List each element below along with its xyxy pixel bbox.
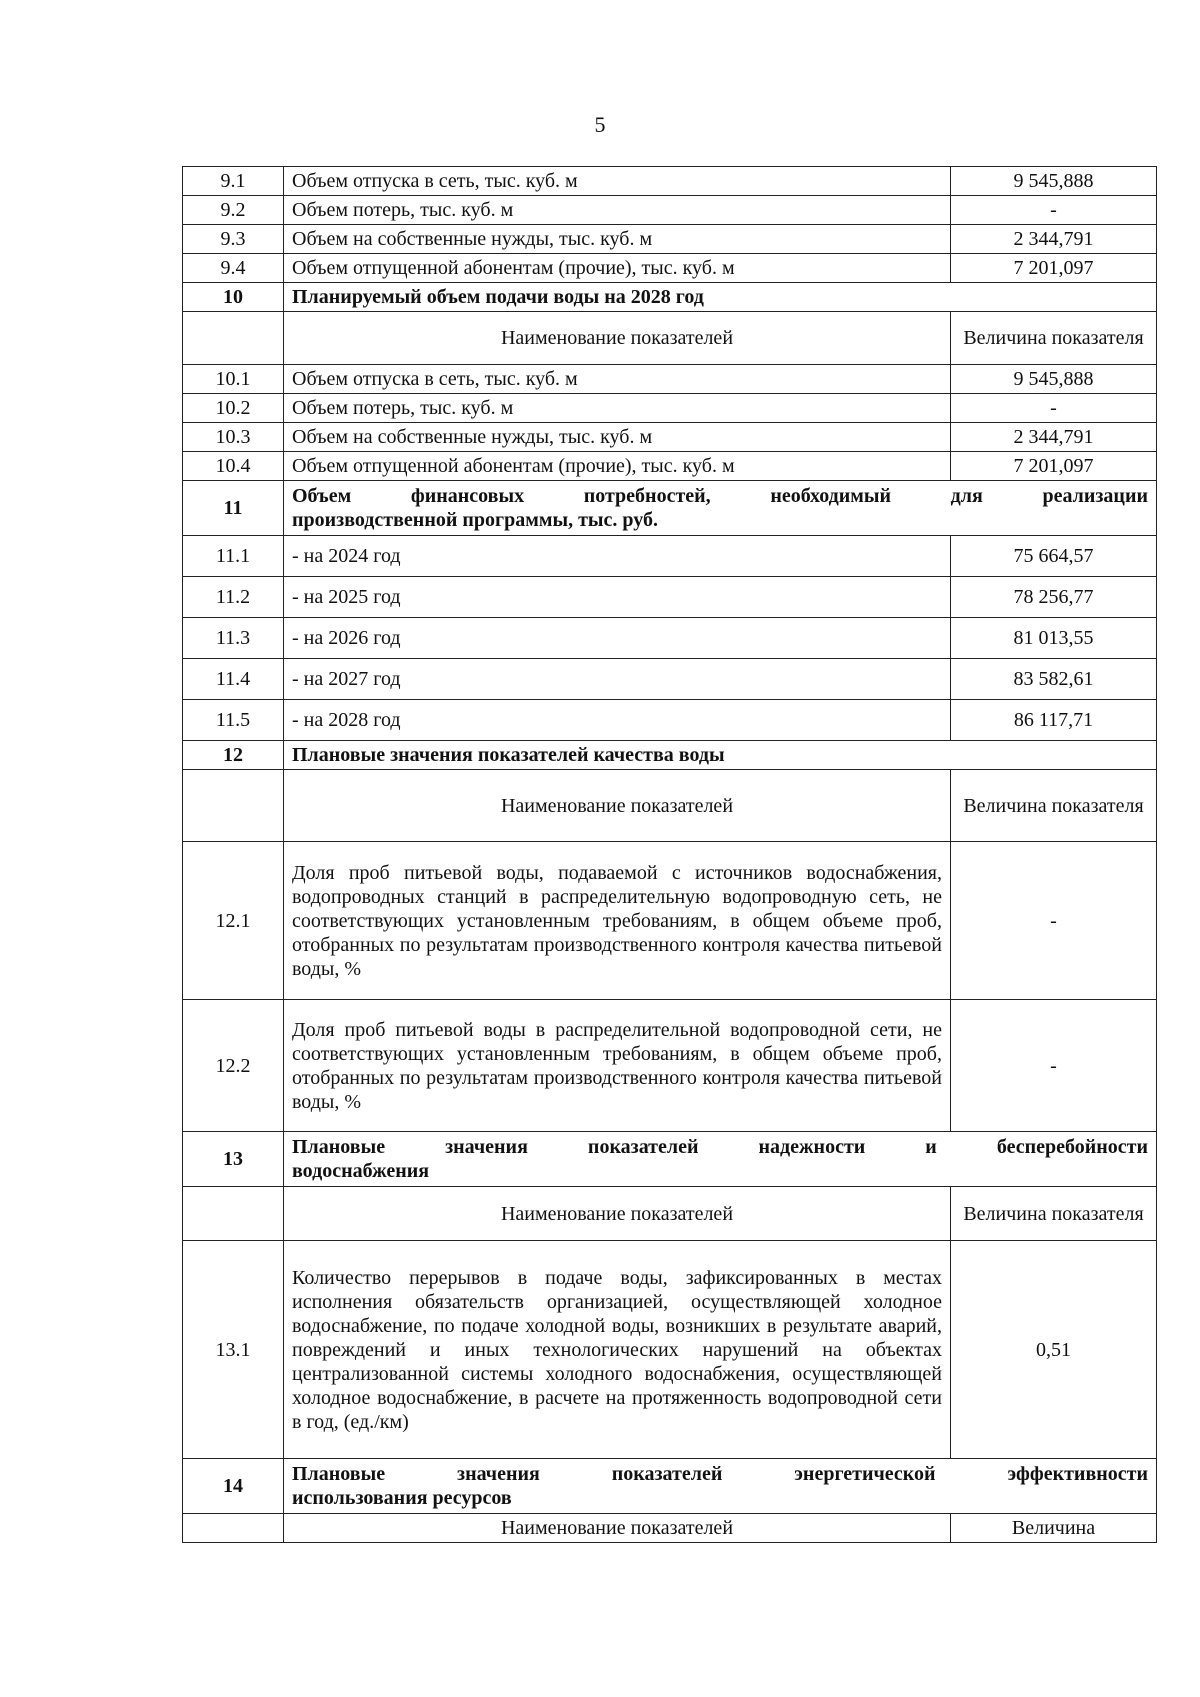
row-number: 9.4 xyxy=(183,254,284,283)
page-number: 5 xyxy=(594,112,606,137)
column-header-name: Наименование показателей xyxy=(284,312,951,365)
header-row xyxy=(183,770,1157,842)
indicator-name: - на 2028 год xyxy=(284,700,951,741)
row-number: 10.2 xyxy=(183,394,284,423)
table-row xyxy=(183,167,1157,196)
row-number: 9.1 xyxy=(183,167,284,196)
section-title: Плановые значения показателей качества воды xyxy=(284,741,1157,770)
section-title-line: Объем финансовых потребностей, необходимый для реализации xyxy=(292,485,1148,507)
table-row xyxy=(183,618,1157,659)
indicator-name: - на 2025 год xyxy=(284,577,951,618)
indicator-value: 75 664,57 xyxy=(951,536,1157,577)
table-row xyxy=(183,254,1157,283)
section-number: 14 xyxy=(183,1459,284,1514)
indicator-value: - xyxy=(951,842,1157,1000)
table-row xyxy=(183,452,1157,481)
section-row xyxy=(183,283,1157,312)
indicator-value: 7 201,097 xyxy=(951,452,1157,481)
table-row xyxy=(183,700,1157,741)
column-header-value: Величина показателя xyxy=(951,312,1157,365)
table-row xyxy=(183,225,1157,254)
column-header-name: Наименование показателей xyxy=(284,770,951,842)
table-row xyxy=(183,577,1157,618)
indicator-name: Объем на собственные нужды, тыс. куб. м xyxy=(284,225,951,254)
indicator-value: 83 582,61 xyxy=(951,659,1157,700)
section-row xyxy=(183,741,1157,770)
row-number: 10.1 xyxy=(183,365,284,394)
empty-cell xyxy=(183,1514,284,1543)
row-number: 10.4 xyxy=(183,452,284,481)
section-title-line: Плановые значения показателей надежности и бесперебойности xyxy=(292,1136,1148,1158)
indicator-name: - на 2024 год xyxy=(284,536,951,577)
indicator-name: - на 2027 год xyxy=(284,659,951,700)
indicator-name: Объем отпуска в сеть, тыс. куб. м xyxy=(284,365,951,394)
row-number: 11.4 xyxy=(183,659,284,700)
row-number: 11.5 xyxy=(183,700,284,741)
table-row xyxy=(183,196,1157,225)
indicator-value: 0,51 xyxy=(951,1241,1157,1459)
section-title: Планируемый объем подачи воды на 2028 год xyxy=(284,283,1157,312)
indicator-name: Объем потерь, тыс. куб. м xyxy=(284,196,951,225)
indicator-name: Доля проб питьевой воды в распределительной водопроводной сети, не соответствующих установленным требованиям, в общем объеме проб, отобранных по результатам производственного контроля качества питьевой воды, % xyxy=(284,1000,951,1132)
row-number: 11.1 xyxy=(183,536,284,577)
column-header-value: Величина показателя xyxy=(951,770,1157,842)
row-number: 11.2 xyxy=(183,577,284,618)
table-row xyxy=(183,394,1157,423)
table-row xyxy=(183,842,1157,1000)
header-row xyxy=(183,312,1157,365)
section-number: 11 xyxy=(183,481,284,536)
row-number: 12.1 xyxy=(183,842,284,1000)
indicator-value: 9 545,888 xyxy=(951,365,1157,394)
indicator-value: 2 344,791 xyxy=(951,225,1157,254)
row-number: 9.3 xyxy=(183,225,284,254)
section-title xyxy=(284,481,1157,536)
section-title xyxy=(284,1459,1157,1514)
indicator-value: 86 117,71 xyxy=(951,700,1157,741)
row-number: 13.1 xyxy=(183,1241,284,1459)
indicator-value: 7 201,097 xyxy=(951,254,1157,283)
empty-cell xyxy=(183,312,284,365)
indicator-name: Объем отпущенной абонентам (прочие), тыс. куб. м xyxy=(284,254,951,283)
section-title-line: Плановые значения показателей энергетической эффективности xyxy=(292,1463,1148,1485)
section-title-line: производственной программы, тыс. руб. xyxy=(292,509,658,531)
empty-cell xyxy=(183,770,284,842)
header-row xyxy=(183,1514,1157,1543)
section-row xyxy=(183,1132,1157,1187)
indicator-name: Объем отпущенной абонентам (прочие), тыс. куб. м xyxy=(284,452,951,481)
section-row xyxy=(183,1459,1157,1514)
indicator-name: Объем отпуска в сеть, тыс. куб. м xyxy=(284,167,951,196)
section-title-line: водоснабжения xyxy=(292,1160,430,1182)
table-row xyxy=(183,365,1157,394)
section-number: 13 xyxy=(183,1132,284,1187)
indicator-name: Объем потерь, тыс. куб. м xyxy=(284,394,951,423)
column-header-value: Величина показателя xyxy=(951,1187,1157,1241)
column-header-name: Наименование показателей xyxy=(284,1187,951,1241)
column-header-value: Величина xyxy=(951,1514,1157,1543)
row-number: 9.2 xyxy=(183,196,284,225)
row-number: 10.3 xyxy=(183,423,284,452)
section-title-line: использования ресурсов xyxy=(292,1487,512,1509)
row-number: 11.3 xyxy=(183,618,284,659)
indicator-value: - xyxy=(951,1000,1157,1132)
empty-cell xyxy=(183,1187,284,1241)
table-row xyxy=(183,1000,1157,1132)
indicator-name: Объем на собственные нужды, тыс. куб. м xyxy=(284,423,951,452)
section-number: 10 xyxy=(183,283,284,312)
table-row xyxy=(183,536,1157,577)
indicator-value: 9 545,888 xyxy=(951,167,1157,196)
indicator-name: - на 2026 год xyxy=(284,618,951,659)
indicator-value: 2 344,791 xyxy=(951,423,1157,452)
column-header-name: Наименование показателей xyxy=(284,1514,951,1543)
section-number: 12 xyxy=(183,741,284,770)
table-row xyxy=(183,1241,1157,1459)
indicator-name: Количество перерывов в подаче воды, зафиксированных в местах исполнения обязательств организацией, осуществляющей холодное водоснабжение, по подаче холодной воды, возникших в результате аварий, повреждений и иных технологических нарушений на объектах централизованной системы холодного водоснабжения, осуществляющей холодное водоснабжение, в расчете на протяженность водопроводной сети в год, (ед./км) xyxy=(284,1241,951,1459)
indicator-name: Доля проб питьевой воды, подаваемой с источников водоснабжения, водопроводных станций в распределительную водопроводную сеть, не соответствующих установленным требованиям, в общем объеме проб, отобранных по результатам производственного контроля качества питьевой воды, % xyxy=(284,842,951,1000)
section-title xyxy=(284,1132,1157,1187)
indicator-value: - xyxy=(951,394,1157,423)
section-row xyxy=(183,481,1157,536)
header-row xyxy=(183,1187,1157,1241)
table-row xyxy=(183,659,1157,700)
indicator-value: 81 013,55 xyxy=(951,618,1157,659)
table-row xyxy=(183,423,1157,452)
indicator-value: - xyxy=(951,196,1157,225)
indicator-value: 78 256,77 xyxy=(951,577,1157,618)
indicators-table xyxy=(182,166,1157,1543)
row-number: 12.2 xyxy=(183,1000,284,1132)
